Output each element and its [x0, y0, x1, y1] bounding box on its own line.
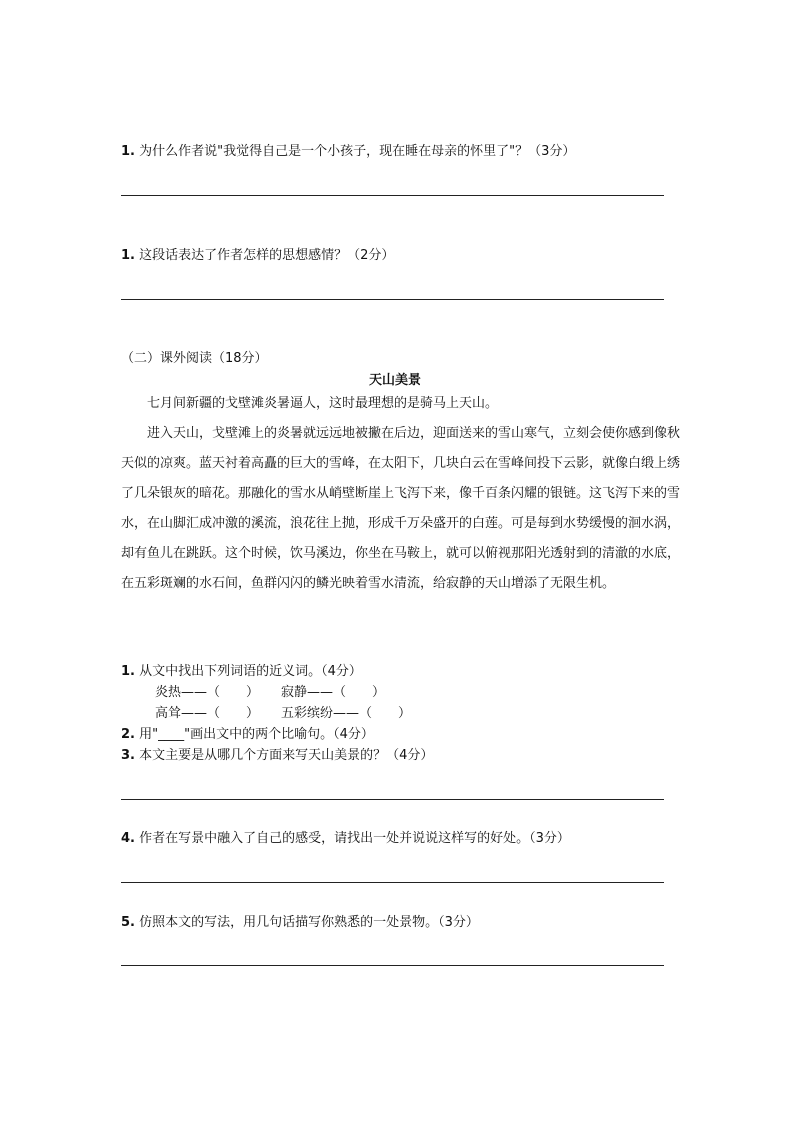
question-number: 2. — [121, 727, 135, 742]
question-text: 为什么作者说"我觉得自己是一个小孩子，现在睡在母亲的怀里了"？（3分） — [139, 144, 576, 159]
answer-line[interactable] — [121, 799, 664, 800]
question-1 — [121, 660, 362, 679]
answer-line[interactable] — [121, 965, 664, 966]
answer-line[interactable] — [121, 882, 664, 883]
question-top-2 — [121, 244, 394, 263]
question-text: 用"____"画出文中的两个比喻句。（4分） — [139, 727, 374, 742]
question-number: 1. — [121, 248, 135, 263]
question-number: 1. — [121, 664, 135, 679]
question-text: 这段话表达了作者怎样的思想感情？（2分） — [139, 248, 395, 263]
question-text: 仿照本文的写法，用几句话描写你熟悉的一处景物。（3分） — [139, 915, 479, 930]
answer-line[interactable] — [121, 195, 664, 196]
question-3 — [121, 744, 433, 763]
passage-body — [121, 389, 681, 599]
vocab-item: 五彩缤纷——（ ） — [281, 706, 412, 721]
question-4 — [121, 827, 570, 846]
passage-paragraph: 七月间新疆的戈壁滩炎暑逼人，这时最理想的是骑马上天山。 — [147, 396, 499, 411]
question-number: 3. — [121, 748, 135, 763]
answer-line[interactable] — [121, 299, 664, 300]
question-text: 本文主要是从哪几个方面来写天山美景的？（4分） — [139, 748, 434, 763]
vocab-item: 炎热——（ ） — [155, 685, 260, 700]
vocab-item: 寂静——（ ） — [281, 685, 386, 700]
question-number: 4. — [121, 831, 135, 846]
question-top-1 — [121, 140, 575, 159]
passage-paragraph: 进入天山，戈壁滩上的炎暑就远远地被撇在后边，迎面送来的雪山寒气，立刻会使你感到像秋天似的凉爽。蓝天衬着高矗的巨大的雪峰，在太阳下，几块白云在雪峰间投下云影，就像白缎上绣了几朵银灰的暗花。那融化的雪水从峭壁断崖上飞泻下来，像千百条闪耀的银链。这飞泻下来的雪水，在山脚汇成冲激的溪流，浪花往上抛，形成千万朵盛开的白莲。可是每到水势缓慢的洄水涡，却有鱼儿在跳跃。这个时候，饮马溪边，你坐在马鞍上，就可以俯视那阳光透射到的清澈的水底，在五彩斑斓的水石间，鱼群闪闪的鳞光映着雪水清流，给寂静的天山增添了无限生机。 — [121, 426, 681, 591]
question-text: 从文中找出下列词语的近义词。（4分） — [139, 664, 362, 679]
vocab-item: 高耸——（ ） — [155, 706, 260, 721]
question-number: 1. — [121, 144, 135, 159]
question-5 — [121, 911, 479, 930]
question-number: 5. — [121, 915, 135, 930]
section-heading: （二）课外阅读（18分） — [121, 351, 268, 366]
passage-title: 天山美景 — [369, 373, 422, 388]
question-text: 作者在写景中融入了自己的感受，请找出一处并说说这样写的好处。（3分） — [139, 831, 570, 846]
question-2 — [121, 723, 374, 742]
